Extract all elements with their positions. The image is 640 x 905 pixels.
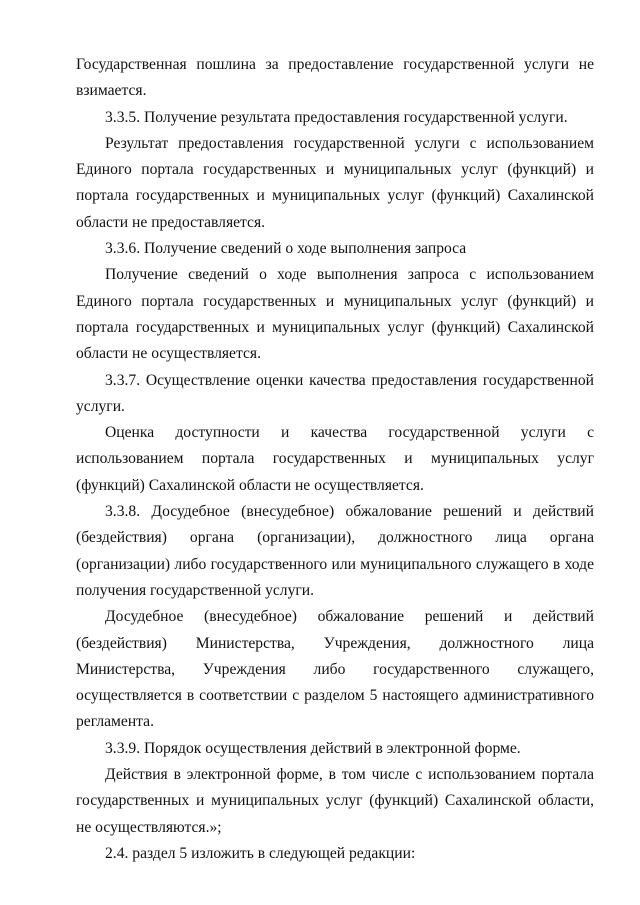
paragraph-appeal: Досудебное (внесудебное) обжалование решений и действий (бездействия) Министерства, Учреждения, должностного лица Министерства, Учреждения либо государственного служащего, осуществляется в соответствии с разделом 5 настоящего административного регламента.: [76, 608, 594, 731]
paragraph-result: Результат предоставления государственной услуги с использованием Единого портала государственных и муниципальных услуг (функций) и портала государственных и муниципальных услуг (функций) Сахалинской области не предоставляется.: [76, 134, 594, 231]
heading-3-3-5: 3.3.5. Получение результата предоставления государственной услуги.: [105, 108, 568, 126]
heading-3-3-9: 3.3.9. Порядок осуществления действий в электронной форме.: [105, 739, 521, 757]
heading-3-3-8: 3.3.8. Досудебное (внесудебное) обжалование решений и действий (бездействия) органа (организации), должностного лица органа (организации) либо государственного или муниципального служащего в ходе получения государственной услуги.: [76, 503, 594, 599]
paragraph-quality-assessment: Оценка доступности и качества государственной услуги с использованием портала государственных и муниципальных услуг (функций) Сахалинской области не осуществляется.: [76, 424, 594, 494]
paragraph-fee: Государственная пошлина за предоставление государственной услуги не взимается.: [76, 56, 594, 100]
document-body: [76, 52, 594, 867]
paragraph-section-2-4: 2.4. раздел 5 изложить в следующей редакции:: [105, 844, 416, 862]
paragraph-request-status: Получение сведений о ходе выполнения запроса с использованием Единого портала государственных и муниципальных услуг (функций) и портала государственных и муниципальных услуг (функций) Сахалинской области не осуществляется.: [76, 266, 594, 363]
paragraph-electronic-actions: Действия в электронной форме, в том числе с использованием портала государственных и муниципальных услуг (функций) Сахалинской области, не осуществляются.»;: [76, 766, 594, 836]
heading-3-3-6: 3.3.6. Получение сведений о ходе выполнения запроса: [105, 240, 467, 258]
heading-3-3-7: 3.3.7. Осуществление оценки качества предоставления государственной услуги.: [76, 371, 594, 415]
